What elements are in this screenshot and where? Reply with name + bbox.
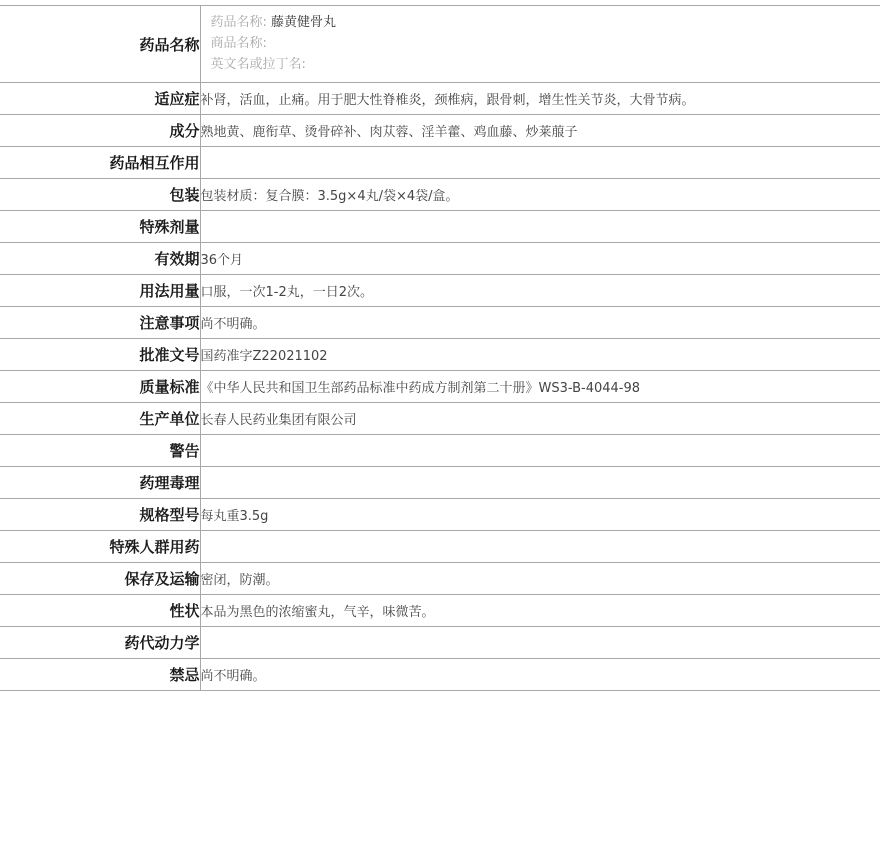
row-label: 药品相互作用 (0, 147, 200, 179)
row-label: 适应症 (0, 83, 200, 115)
row-label: 成分 (0, 115, 200, 147)
name-row (0, 6, 880, 83)
row-value: 本品为黑色的浓缩蜜丸，气辛，味微苦。 (200, 595, 880, 627)
row-label: 特殊剂量 (0, 211, 200, 243)
row-label: 保存及运输 (0, 563, 200, 595)
row-value: 密闭，防潮。 (200, 563, 880, 595)
table-row (0, 563, 880, 595)
row-value: 36个月 (200, 243, 880, 275)
table-row (0, 499, 880, 531)
row-label: 警告 (0, 435, 200, 467)
generic-name-value: 藤黄健骨丸 (271, 15, 337, 30)
row-label: 性状 (0, 595, 200, 627)
table-row (0, 115, 880, 147)
table-row (0, 339, 880, 371)
row-value: 包装材质：复合膜：3.5g×4丸/袋×4袋/盒。 (200, 179, 880, 211)
row-label: 包装 (0, 179, 200, 211)
latin-name-line (211, 54, 880, 75)
row-value: 每丸重3.5g (200, 499, 880, 531)
latin-name-key: 英文名或拉丁名: (210, 57, 306, 72)
row-label: 批准文号 (0, 339, 200, 371)
generic-name-line (211, 12, 880, 33)
row-label: 有效期 (0, 243, 200, 275)
trade-name-key: 商品名称: (210, 36, 267, 51)
table-row (0, 275, 880, 307)
table-row (0, 435, 880, 467)
generic-name-key: 药品名称: (210, 15, 267, 30)
row-value: 补肾，活血，止痛。用于肥大性脊椎炎，颈椎病，跟骨刺，增生性关节炎，大骨节病。 (200, 83, 880, 115)
row-value: 口服，一次1-2丸，一日2次。 (200, 275, 880, 307)
row-label: 生产单位 (0, 403, 200, 435)
drug-info-table-body (0, 6, 880, 691)
drug-info-table (0, 5, 880, 691)
row-value (200, 467, 880, 499)
table-row (0, 179, 880, 211)
table-row (0, 467, 880, 499)
table-row (0, 371, 880, 403)
row-value: 尚不明确。 (200, 659, 880, 691)
table-row (0, 83, 880, 115)
row-label: 质量标准 (0, 371, 200, 403)
row-label: 药理毒理 (0, 467, 200, 499)
row-value: 国药准字Z22021102 (200, 339, 880, 371)
row-label: 用法用量 (0, 275, 200, 307)
row-value (200, 531, 880, 563)
row-label: 特殊人群用药 (0, 531, 200, 563)
table-row (0, 211, 880, 243)
table-row (0, 595, 880, 627)
trade-name-line (211, 33, 880, 54)
name-section-label: 药品名称 (0, 6, 200, 83)
table-row (0, 307, 880, 339)
table-row (0, 627, 880, 659)
table-row (0, 147, 880, 179)
row-label: 禁忌 (0, 659, 200, 691)
table-row (0, 659, 880, 691)
table-row (0, 403, 880, 435)
row-value (200, 435, 880, 467)
table-row (0, 531, 880, 563)
name-section-values (200, 6, 880, 83)
row-value: 《中华人民共和国卫生部药品标准中药成方制剂第二十册》WS3-B-4044-98 (200, 371, 880, 403)
row-value: 熟地黄、鹿衔草、烫骨碎补、肉苁蓉、淫羊藿、鸡血藤、炒莱菔子 (200, 115, 880, 147)
row-label: 药代动力学 (0, 627, 200, 659)
row-value (200, 627, 880, 659)
table-row (0, 243, 880, 275)
row-value: 长春人民药业集团有限公司 (200, 403, 880, 435)
row-label: 规格型号 (0, 499, 200, 531)
row-value (200, 147, 880, 179)
row-label: 注意事项 (0, 307, 200, 339)
row-value: 尚不明确。 (200, 307, 880, 339)
row-value (200, 211, 880, 243)
